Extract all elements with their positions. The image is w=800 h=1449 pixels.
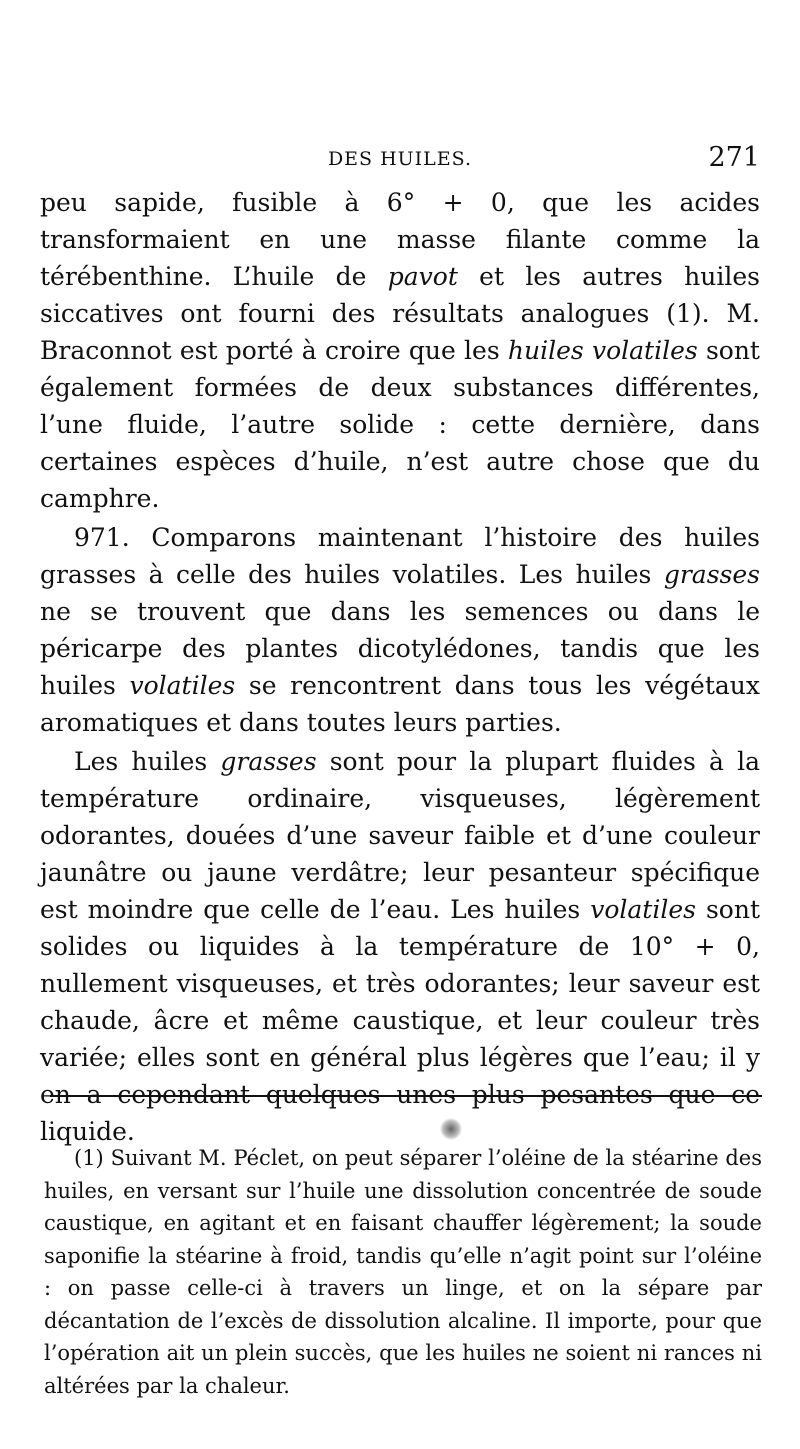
text-run: et les autres huiles siccatives ont fourni des résultats analogues (1). M. Braconnot est porté à croire que les [40,262,760,365]
paragraph-3 [40,743,760,1150]
text-run: ne se trouvent que dans les semences ou dans le péricarpe des plantes dicotylédones, tandis que les huiles [40,597,760,700]
italic-term: pavot [387,262,458,291]
italic-term: volatiles [590,895,696,924]
paragraph-1 [40,184,760,517]
paragraph-971 [40,519,760,741]
italic-term: grasses [220,747,317,776]
running-head: DES HUILES. [327,148,473,170]
main-text [40,184,760,1150]
footnote-text: (1) Suivant M. Péclet, on peut séparer l’oléine de la stéarine des huiles, en versant sur l’huile une dissolution concentrée de soude caustique, en agitant et en faisant chauffer légèrement; la soude saponifie la stéarine à froid, tandis qu’elle n’agit point sur l’oléine : on passe celle-ci à travers un linge, et on la sépare par décantation de l’excès de dissolution alcaline. Il importe, pour que l’opération ait un plein succès, que les huiles ne soient ni rances ni altérées par la chaleur. [44,1146,762,1398]
text-run: sont pour la plupart fluides à la température ordinaire, visqueuses, légèrement odorantes, douées d’une saveur faible et d’une couleur jaunâtre ou jaune verdâtre; leur pesanteur spécifique est moindre que celle de l’eau. Les huiles [40,747,760,924]
text-run: se rencontrent dans tous les végétaux aromatiques et dans toutes leurs parties. [40,671,760,737]
text-run: sont également formées de deux substances différentes, l’une fluide, l’autre solide : cette dernière, dans certaines espèces d’huile, n’est autre chose que du camphre. [40,336,760,513]
text-run: sont solides ou liquides à la température de 10° + 0, nullement visqueuses, et très odorantes; leur saveur est chaude, âcre et même caustique, et leur couleur très variée; elles sont en général plus légères que l’eau; il y en a cependant quelques unes plus pesantes que ce liquide. [40,895,760,1146]
italic-term: grasses [663,560,760,589]
footnote [44,1142,762,1402]
ink-spot [440,1118,462,1140]
page-header [40,142,760,176]
text-run: 971. Comparons maintenant l’histoire des huiles grasses à celle des huiles volatiles. Les huiles [40,523,760,589]
text-run: Les huiles [74,747,221,776]
italic-term: huiles volatiles [507,336,698,365]
italic-term: volatiles [129,671,236,700]
footnote-separator [50,1095,762,1097]
page-number: 271 [708,142,760,173]
text-run: peu sapide, fusible à 6° + 0, que les acides transformaient en une masse filante comme la térébenthine. L’huile de [40,188,760,291]
